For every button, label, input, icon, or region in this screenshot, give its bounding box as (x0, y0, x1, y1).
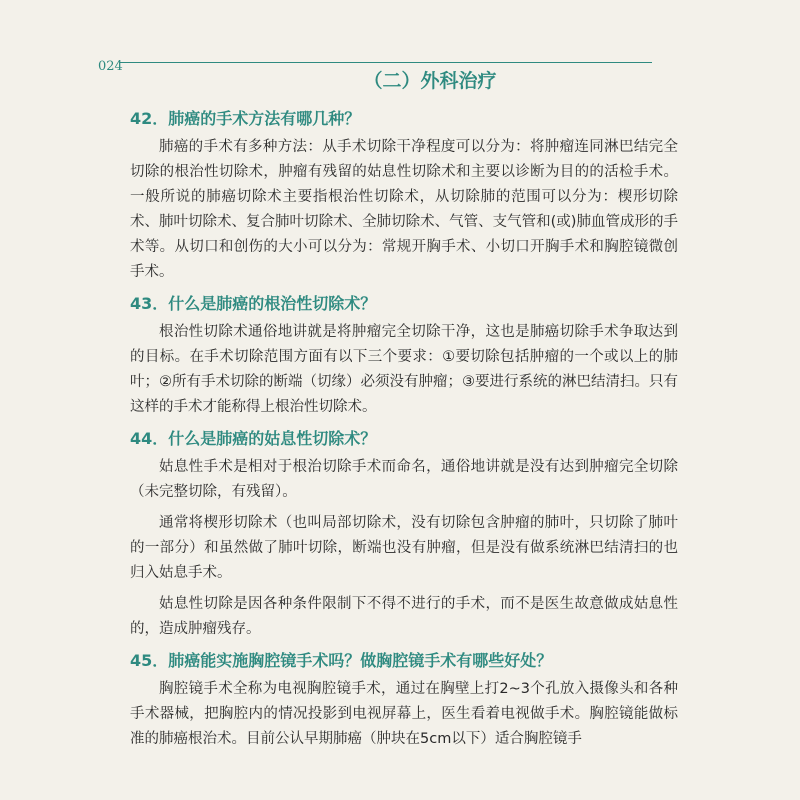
paragraph: 根治性切除术通俗地讲就是将肿瘤完全切除干净，这也是肺癌切除手术争取达到的目标。在手术切除范围方面有以下三个要求：①要切除包括肿瘤的一个或以上的肺叶；②所有手术切除的断端（切缘）必须没有肿瘤；③要进行系统的淋巴结清扫。只有这样的手术才能称得上根治性切除术。 (130, 324, 678, 415)
question-title: 42．肺癌的手术方法有哪几种？ (130, 109, 361, 128)
paragraph: 姑息性切除是因各种条件限制下不得不进行的手术，而不是医生故意做成姑息性的，造成肿瘤残存。 (130, 596, 678, 637)
paragraph: 胸腔镜手术全称为电视胸腔镜手术，通过在胸壁上打2~3个孔放入摄像头和各种手术器械，把胸腔内的情况投影到电视屏幕上，医生看着电视做手术。胸腔镜能做标准的肺癌根治术。目前公认早期肺癌（肿块在5cm以下）适合胸腔镜手 (130, 681, 678, 747)
section-header (0, 64, 800, 95)
paragraph: 肺癌的手术有多种方法：从手术切除干净程度可以分为：将肿瘤连同淋巴结完全切除的根治性切除术，肿瘤有残留的姑息性切除术和主要以诊断为目的的活检手术。一般所说的肺癌切除术主要指根治性切除术，从切除肺的范围可以分为：楔形切除术、肺叶切除术、复合肺叶切除术、全肺切除术、气管、支气管和(或)肺血管成形的手术等。从切口和创伤的大小可以分为：常规开胸手术、小切口开胸手术和胸腔镜微创手术。 (130, 139, 678, 280)
question-title: 45．肺癌能实施胸腔镜手术吗？做胸腔镜手术有哪些好处？ (130, 651, 553, 670)
body-text (130, 100, 678, 758)
question-block (130, 426, 678, 642)
question-block (130, 291, 678, 420)
question-title: 44．什么是肺癌的姑息性切除术？ (130, 429, 377, 448)
paragraph: 通常将楔形切除术（也叫局部切除术，没有切除包含肿瘤的肺叶，只切除了肺叶的一部分）和虽然做了肺叶切除，断端也没有肿瘤，但是没有做系统淋巴结清扫的也归入姑息手术。 (130, 515, 678, 581)
section-title: （二）外科治疗 (349, 64, 510, 95)
paragraph: 姑息性手术是相对于根治切除手术而命名，通俗地讲就是没有达到肿瘤完全切除（未完整切除，有残留）。 (130, 459, 678, 500)
question-title: 43．什么是肺癌的根治性切除术？ (130, 294, 377, 313)
page-number: 024 (98, 59, 123, 74)
question-block (130, 106, 678, 285)
question-block (130, 648, 678, 752)
header-rule (120, 62, 652, 63)
